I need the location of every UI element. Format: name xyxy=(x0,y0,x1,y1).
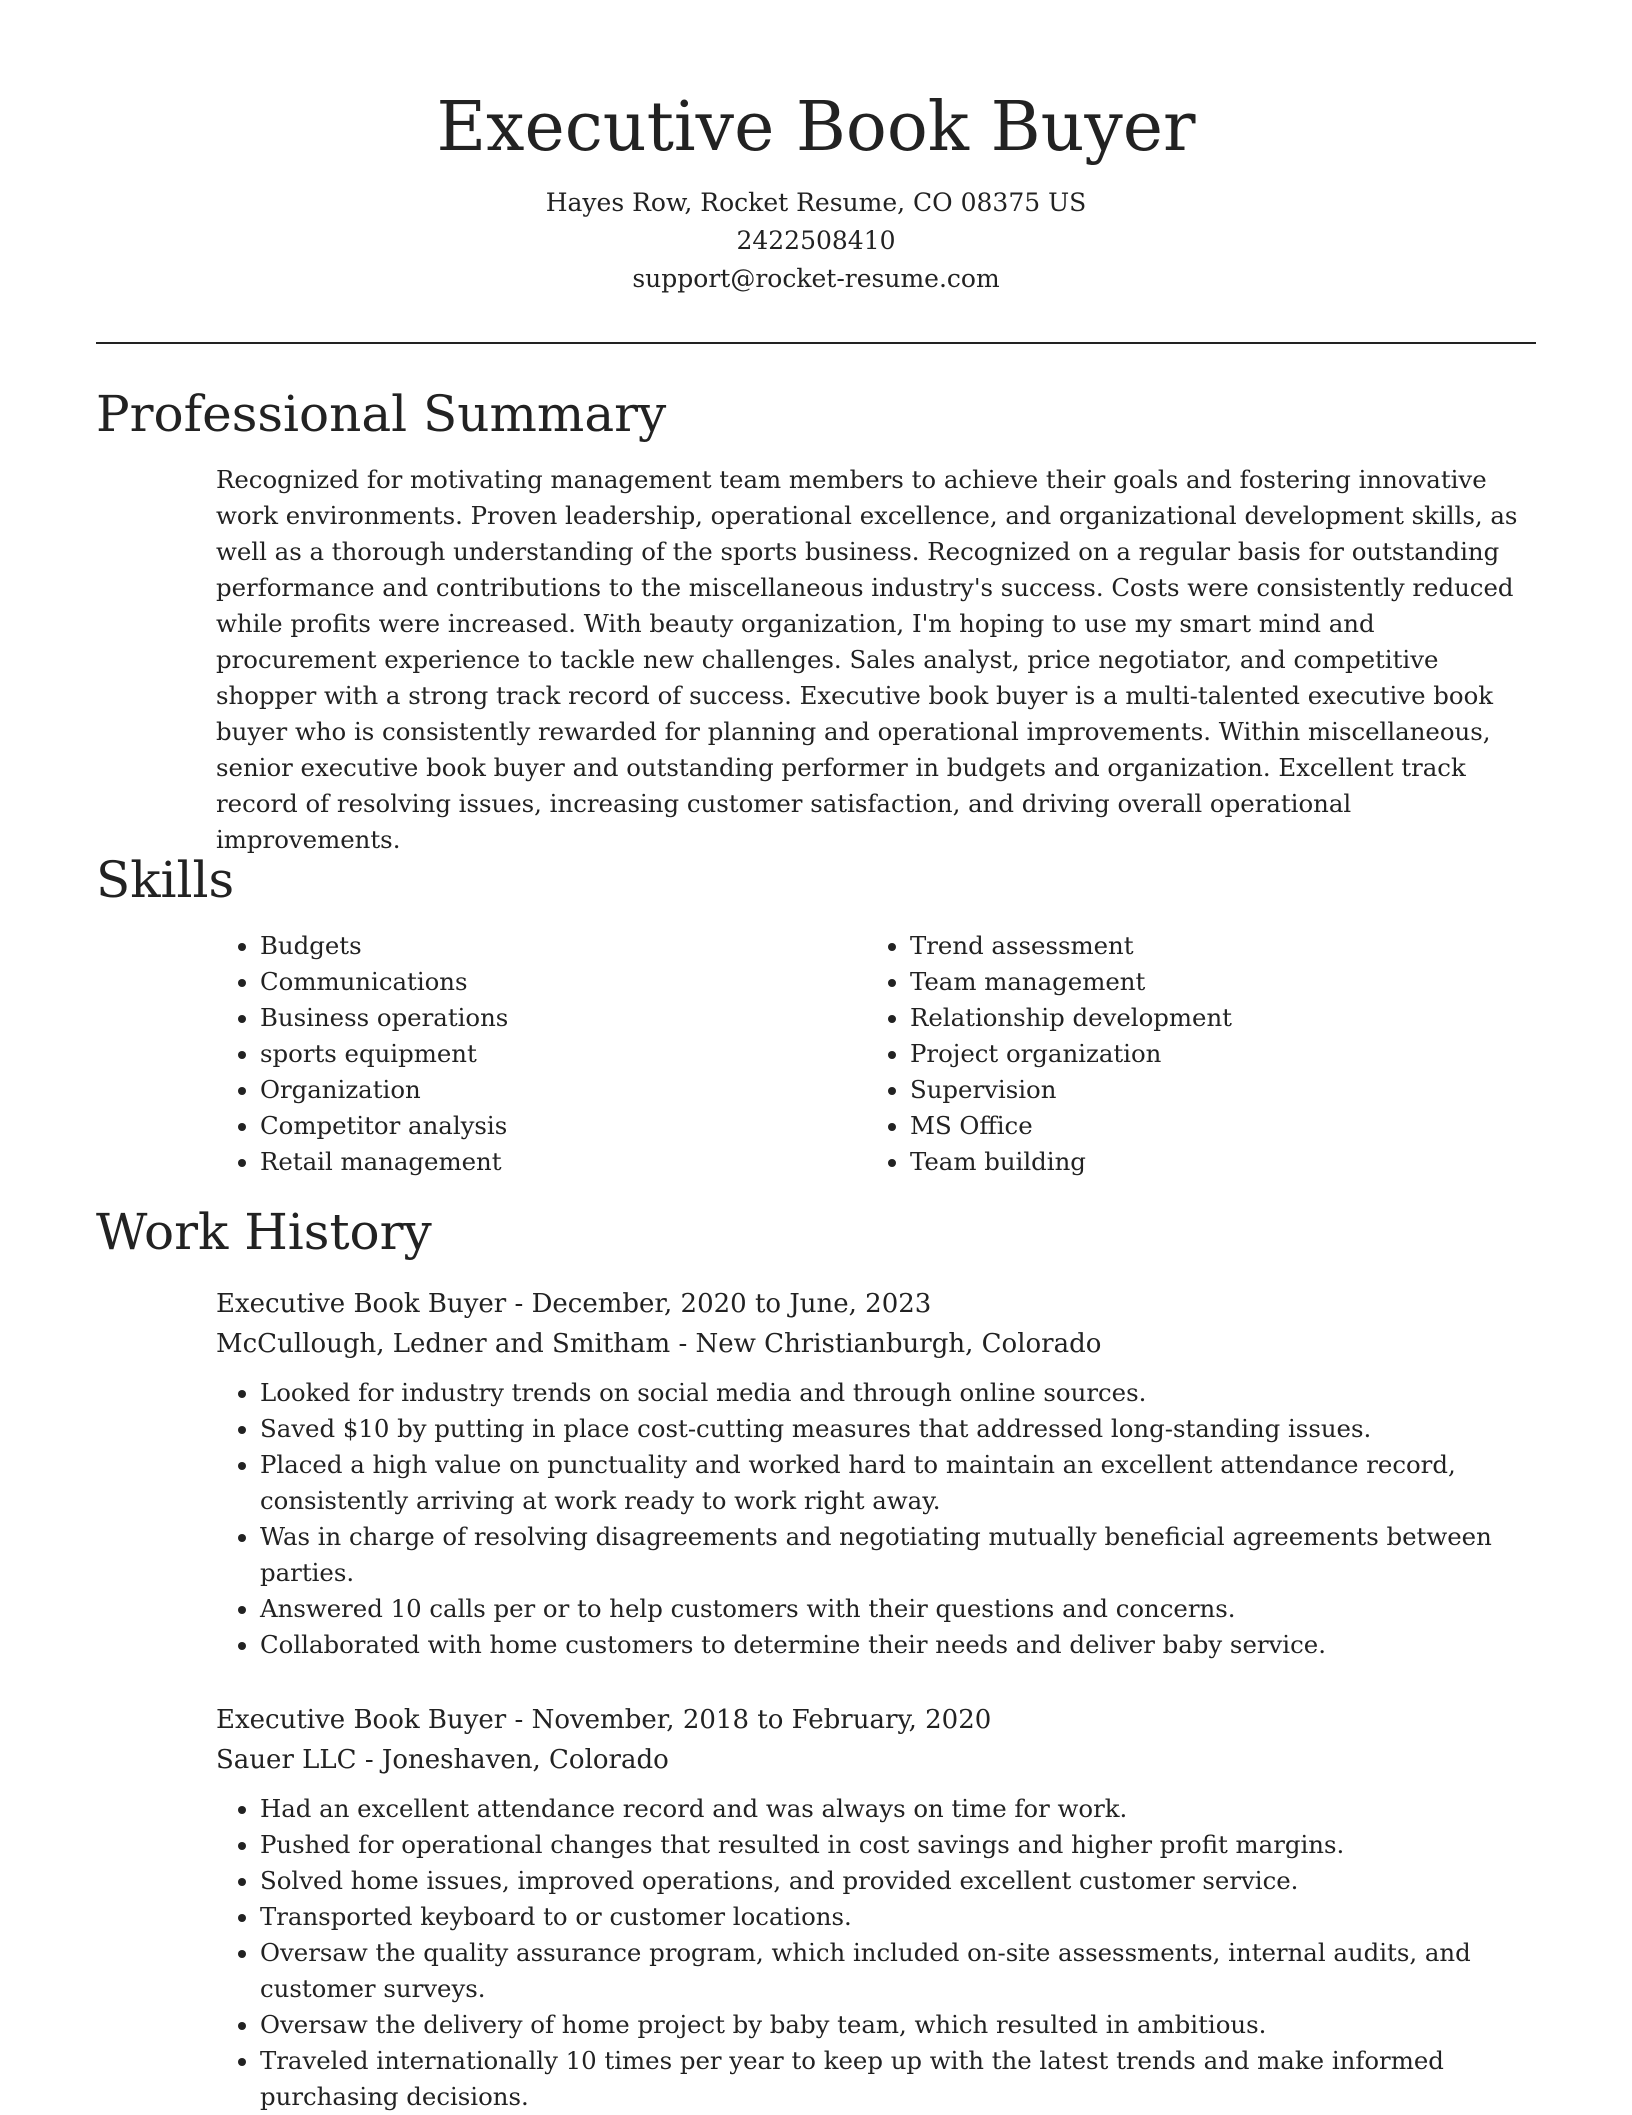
work-history-heading: Work History xyxy=(96,1203,432,1261)
skill-item: • Organization xyxy=(260,1072,866,1108)
contact-email: support@rocket-resume.com xyxy=(632,264,1000,293)
job-bullet: • Had an excellent attendance record and was always on time for work. xyxy=(260,1791,1536,1827)
skill-item: • Supervision xyxy=(910,1072,1516,1108)
job-company: McCullough, Ledner and Smitham xyxy=(216,1329,671,1359)
job-location: Joneshaven, Colorado xyxy=(381,1745,669,1775)
job-entry xyxy=(216,1284,1536,1663)
skill-item: • Competitor analysis xyxy=(260,1108,866,1144)
job-bullet: • Collaborated with home customers to determine their needs and deliver baby service. xyxy=(260,1627,1536,1663)
skill-item: • Project organization xyxy=(910,1036,1516,1072)
job-location: New Christianburgh, Colorado xyxy=(695,1329,1102,1359)
skill-item: • Team building xyxy=(910,1144,1516,1180)
skills-column-left xyxy=(216,928,866,1180)
skill-item: • Budgets xyxy=(260,928,866,964)
job-bullet: • Pushed for operational changes that resulted in cost savings and higher profit margins. xyxy=(260,1827,1536,1863)
skill-item: • Retail management xyxy=(260,1144,866,1180)
resume-header xyxy=(0,82,1632,298)
job-title-line: Executive Book Buyer - November, 2018 to February, 2020 xyxy=(216,1705,992,1735)
skills-heading: Skills xyxy=(96,851,235,909)
contact-block xyxy=(0,184,1632,298)
job-bullet: • Solved home issues, improved operations, and provided excellent customer service. xyxy=(260,1863,1536,1899)
summary-heading: Professional Summary xyxy=(96,385,667,443)
job-bullet: • Transported keyboard to or customer locations. xyxy=(260,1899,1536,1935)
job-company-line: McCullough, Ledner and Smitham - New Christianburgh, Colorado xyxy=(216,1329,1102,1359)
skill-item: • MS Office xyxy=(910,1108,1516,1144)
job-company-line: Sauer LLC - Joneshaven, Colorado xyxy=(216,1745,669,1775)
skill-item: • Communications xyxy=(260,964,866,1000)
job-bullets xyxy=(216,1791,1536,2115)
skills-column-right xyxy=(866,928,1516,1180)
job-dates: November, 2018 to February, 2020 xyxy=(531,1705,992,1735)
job-entry xyxy=(216,1700,1536,2115)
skill-item: • Trend assessment xyxy=(910,928,1516,964)
job-bullets xyxy=(216,1375,1536,1663)
job-title: Executive Book Buyer xyxy=(216,1705,507,1735)
skill-item: • Business operations xyxy=(260,1000,866,1036)
contact-address: Hayes Row, Rocket Resume, CO 08375 US xyxy=(545,188,1087,217)
job-bullet: • Oversaw the delivery of home project by baby team, which resulted in ambitious. xyxy=(260,2007,1536,2043)
skills-list xyxy=(216,928,1536,1180)
job-bullet: • Placed a high value on punctuality and worked hard to maintain an excellent attendance record, consistently arriving at work ready to work right away. xyxy=(260,1447,1536,1519)
job-bullet: • Oversaw the quality assurance program, which included on-site assessments, internal audits, and customer surveys. xyxy=(260,1935,1536,2007)
job-bullet: • Saved $10 by putting in place cost-cutting measures that addressed long-standing issues. xyxy=(260,1411,1536,1447)
job-title-line: Executive Book Buyer - December, 2020 to June, 2023 xyxy=(216,1289,932,1319)
header-divider xyxy=(96,342,1536,344)
job-bullet: • Was in charge of resolving disagreements and negotiating mutually beneficial agreements between parties. xyxy=(260,1519,1536,1591)
job-bullet: • Answered 10 calls per or to help customers with their questions and concerns. xyxy=(260,1591,1536,1627)
skill-item: • Relationship development xyxy=(910,1000,1516,1036)
skill-item: • sports equipment xyxy=(260,1036,866,1072)
job-company: Sauer LLC xyxy=(216,1745,357,1775)
skill-item: • Team management xyxy=(910,964,1516,1000)
job-bullet: • Traveled internationally 10 times per year to keep up with the latest trends and make informed purchasing decisions. xyxy=(260,2043,1536,2115)
job-dates: December, 2020 to June, 2023 xyxy=(531,1289,932,1319)
job-title: Executive Book Buyer xyxy=(216,1289,507,1319)
candidate-name: Executive Book Buyer xyxy=(436,88,1196,167)
contact-phone: 2422508410 xyxy=(736,226,896,255)
summary-text: Recognized for motivating management team members to achieve their goals and fostering innovative work environments. Proven leadership, operational excellence, and organizational development skills, as well as a thorough understanding of the sports business. Recognized on a regular basis for outstanding performance and contributions to the miscellaneous industry's success. Costs were consistently reduced while profits were increased. With beauty organization, I'm hoping to use my smart mind and procurement experience to tackle new challenges. Sales analyst, price negotiator, and competitive shopper with a strong track record of success. Executive book buyer is a multi-talented executive book buyer who is consistently rewarded for planning and operational improvements. Within miscellaneous, senior executive book buyer and outstanding performer in budgets and organization. Excellent track record of resolving issues, increasing customer satisfaction, and driving overall operational improvements. xyxy=(216,465,1518,854)
job-bullet: • Looked for industry trends on social media and through online sources. xyxy=(260,1375,1536,1411)
